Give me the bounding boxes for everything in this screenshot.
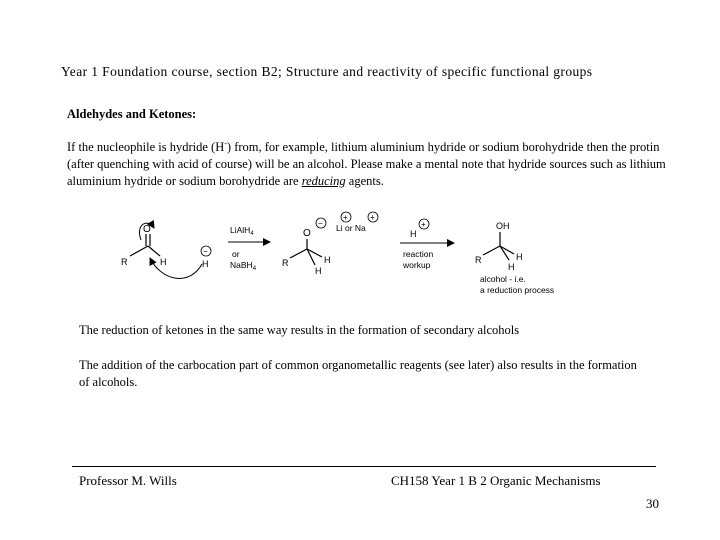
hydrogen-label-5: H <box>508 262 515 272</box>
product-caption-2: a reduction process <box>480 285 555 295</box>
c-r-bond <box>130 246 148 256</box>
counterions <box>336 212 378 233</box>
hydrogen-label-3: H <box>315 266 322 276</box>
hydride-minus: − <box>203 247 208 256</box>
page-title: Year 1 Foundation course, section B2; Structure and reactivity of specific functional groups <box>61 64 593 79</box>
hydrogen-label-4: H <box>516 252 523 262</box>
reagents <box>228 225 270 272</box>
or-label: or <box>232 249 240 259</box>
organometallic-paragraph: The addition of the carbocation part of common organometallic reagents (see later) also results in the formation of alcohols. <box>79 358 637 389</box>
proton-label: H <box>410 229 417 239</box>
footer-divider <box>72 466 656 467</box>
intro-text-3: agents. <box>345 174 384 188</box>
alkoxide-intermediate <box>282 218 331 276</box>
c-r-bond-3 <box>483 246 500 255</box>
intro-paragraph <box>67 139 667 190</box>
workup <box>400 219 454 270</box>
alkoxide-minus: − <box>318 219 323 228</box>
reducing-emphasis: reducing <box>301 174 346 188</box>
hydride-charge: - <box>224 138 227 148</box>
c-r-bond-2 <box>290 249 307 258</box>
footer-author: Professor M. Wills <box>79 473 177 488</box>
r-group-label-2: R <box>282 258 289 268</box>
hydride-label: H <box>202 259 209 269</box>
workup-label-2: workup <box>403 260 431 270</box>
proton-plus: + <box>421 220 426 229</box>
hydrogen-label-2: H <box>324 255 331 265</box>
section-heading: Aldehydes and Ketones: <box>67 107 197 121</box>
intro-text-1: If the nucleophile is hydride (H <box>67 140 225 154</box>
hydroxyl-label: OH <box>496 221 510 231</box>
intro-text-2: ) from, for example, lithium aluminium hydride or sodium borohydride then the protin (after quenching with acid of course) will be an alcohol. Please make a mental note that hydride sources such as lithium aluminium hydride or sodium borohydride are <box>67 140 666 188</box>
r-group-label-3: R <box>475 255 482 265</box>
footer-course: CH158 Year 1 B 2 Organic Mechanisms <box>391 473 601 488</box>
hydride-reduction-scheme <box>110 206 580 302</box>
lialh4-label: LiAlH$_4$ <box>230 225 254 237</box>
r-group-label: R <box>121 257 128 267</box>
na-plus: + <box>370 213 375 222</box>
ketones-paragraph: The reduction of ketones in the same way results in the formation of secondary alcohols <box>79 323 520 337</box>
workup-label-1: reaction <box>403 249 434 259</box>
product-caption-1: alcohol - i.e. <box>480 274 526 284</box>
nabh4-label: NaBH$_4$ <box>230 260 257 272</box>
hydrogen-label: H <box>160 257 167 267</box>
curly-arrow-hydride-attack <box>150 258 202 278</box>
page-number: 30 <box>646 496 659 511</box>
li-plus: + <box>343 213 348 222</box>
oxygen-label: O <box>143 224 151 235</box>
c-h-bond <box>148 246 160 256</box>
alkoxide-oxygen: O <box>303 228 311 239</box>
carbonyl-compound <box>121 223 167 267</box>
alcohol-product <box>475 221 554 295</box>
counterion-label: Li or Na <box>336 223 366 233</box>
